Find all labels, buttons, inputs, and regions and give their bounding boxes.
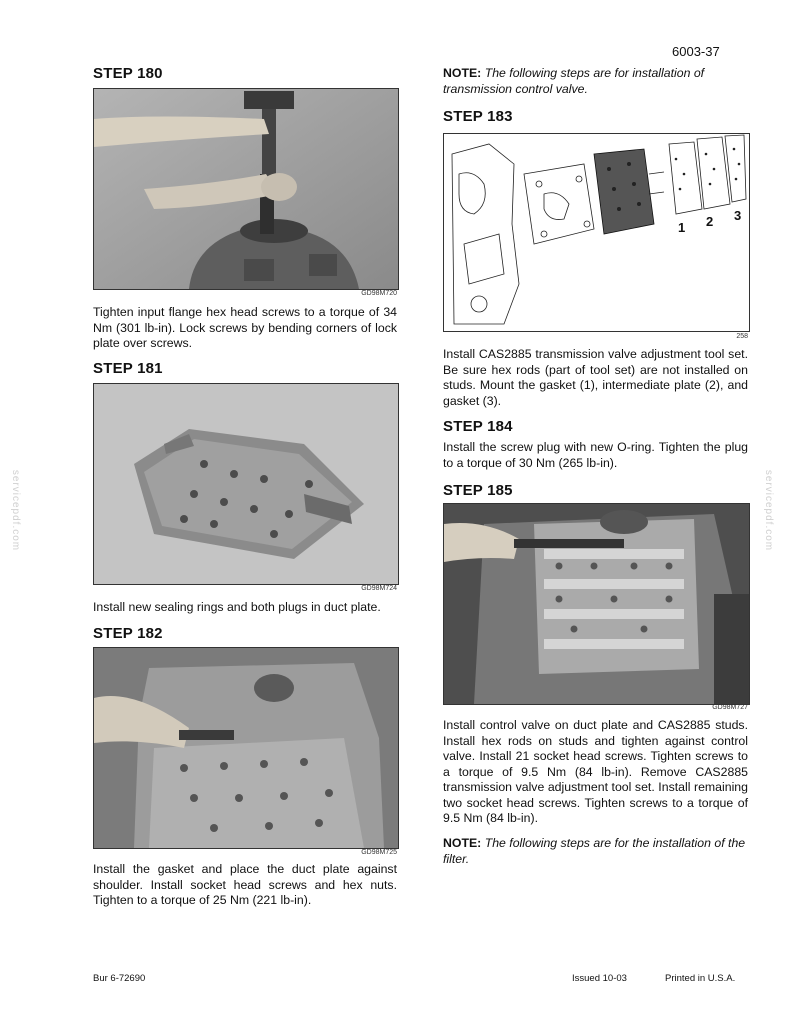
step-182-caption: GD98M725 xyxy=(361,849,397,856)
step-180-photo xyxy=(93,88,399,290)
step-185-photo xyxy=(443,503,750,705)
step-183-text: Install CAS2885 transmission valve adjustment tool set. Be sure hex rods (part of tool set) are not installed on studs. Mount the gasket (1), intermediate plate (2), and gasket (3). xyxy=(443,347,748,408)
callout-1: 1 xyxy=(678,220,686,235)
step-181-caption: GD98M724 xyxy=(361,585,397,592)
step-180-text: Tighten input flange hex head screws to a torque of 34 Nm (301 lb-in). Lock screws by bending corners of lock plate over screws. xyxy=(93,305,397,350)
step-182-title: STEP 182 xyxy=(93,625,163,642)
step-183-diagram xyxy=(443,133,750,332)
footer-printed: Printed in U.S.A. xyxy=(665,973,736,984)
note-label: NOTE: xyxy=(443,836,482,850)
step-185-title: STEP 185 xyxy=(443,482,513,499)
step-182-text: Install the gasket and place the duct plate against shoulder. Install socket head screws and hex nuts. Tighten to a torque of 25 Nm (221 lb-in). xyxy=(93,862,397,907)
footer-document-number: Bur 6-72690 xyxy=(93,973,146,984)
note-text: The following steps are for installation of transmission control valve. xyxy=(443,66,705,96)
step-183-caption: 258 xyxy=(736,333,748,340)
callout-3: 3 xyxy=(734,208,742,223)
step-180-title: STEP 180 xyxy=(93,65,163,82)
note-text: The following steps are for the installation of the filter. xyxy=(443,836,746,866)
step-181-text: Install new sealing rings and both plugs in duct plate. xyxy=(93,600,381,614)
step-185-text: Install control valve on duct plate and CAS2885 studs. Install hex rods on studs and tighten against control valve. Install 21 socket head screws. Tighten screws to a torque of 9.5 Nm (84 lb-in). Remove CAS2885 transmission valve adjustment tool set. Install remaining two socket head screws. Tighten screws to a torque of 9.5 Nm (84 lb-in). xyxy=(443,718,748,825)
note-label: NOTE: xyxy=(443,66,482,80)
watermark-left: servicepdf.com xyxy=(10,469,22,552)
note-filter xyxy=(443,836,748,867)
step-184-text: Install the screw plug with new O-ring. Tighten the plug to a torque of 30 Nm (265 lb-in). xyxy=(443,440,748,470)
footer-issued: Issued 10-03 xyxy=(572,973,627,984)
watermark-right: servicepdf.com xyxy=(763,469,775,552)
note-control-valve xyxy=(443,66,748,97)
callout-2: 2 xyxy=(706,214,714,229)
step-185-caption: GD98M727 xyxy=(712,704,748,711)
step-180-caption: GD98M720 xyxy=(361,290,397,297)
step-181-title: STEP 181 xyxy=(93,360,163,377)
step-182-photo xyxy=(93,647,399,849)
step-184-title: STEP 184 xyxy=(443,418,513,435)
step-183-title: STEP 183 xyxy=(443,108,513,125)
step-181-photo xyxy=(93,383,399,585)
page-number: 6003-37 xyxy=(672,44,720,59)
